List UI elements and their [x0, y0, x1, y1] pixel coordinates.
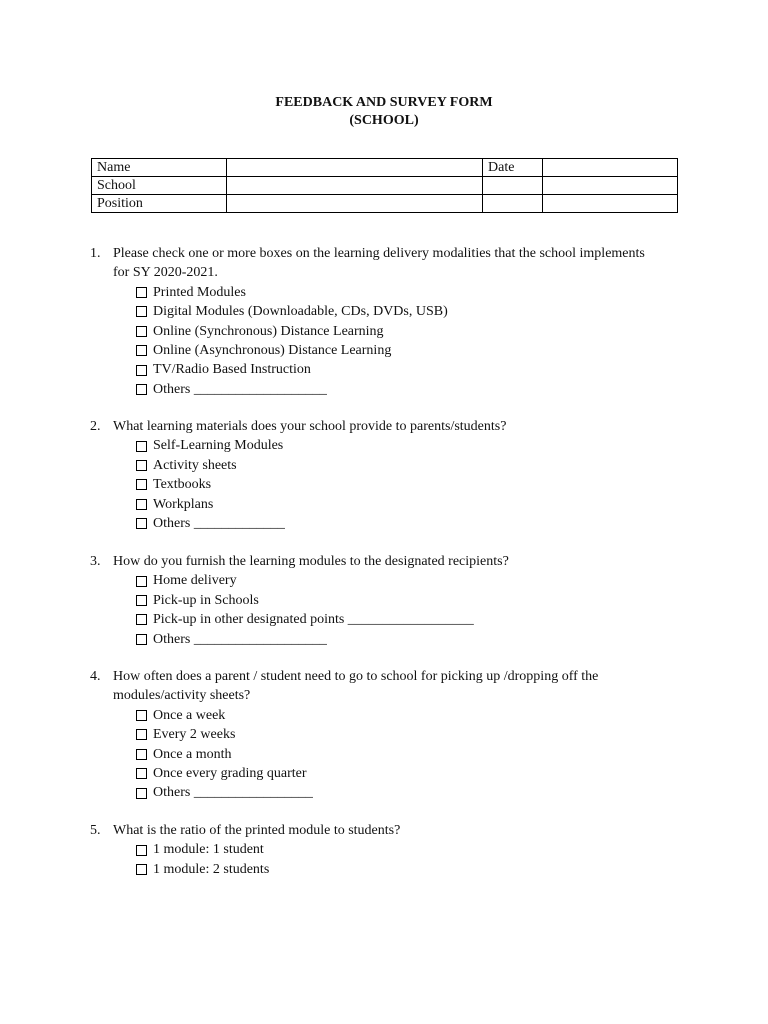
- question-1: [90, 244, 650, 399]
- option-label: 1 module: 2 students: [153, 861, 270, 877]
- question-number: 3.: [90, 554, 101, 569]
- school-extra-cell[interactable]: [483, 177, 543, 195]
- option-list: [136, 571, 650, 649]
- checkbox-icon[interactable]: [136, 326, 147, 337]
- option-label: Workplans: [153, 496, 214, 512]
- info-table: [91, 158, 678, 213]
- checkbox-icon[interactable]: [136, 845, 147, 856]
- option-item[interactable]: [136, 514, 650, 533]
- checkbox-icon[interactable]: [136, 710, 147, 721]
- school-field[interactable]: [227, 177, 483, 195]
- option-list: [136, 706, 650, 803]
- question-text: Please check one or more boxes on the learning delivery modalities that the school implements for SY 2020-2021.: [113, 246, 645, 281]
- table-row: [92, 159, 678, 177]
- option-label: Activity sheets: [153, 457, 237, 473]
- form-subtitle: (SCHOOL): [349, 113, 419, 128]
- checkbox-icon[interactable]: [136, 595, 147, 606]
- question-number: 4.: [90, 669, 101, 684]
- option-item[interactable]: [136, 380, 650, 399]
- question-2: [90, 417, 650, 533]
- question-text: How do you furnish the learning modules to the designated recipients?: [113, 554, 509, 569]
- option-label: Others ___________________: [153, 631, 327, 647]
- checkbox-icon[interactable]: [136, 634, 147, 645]
- option-label: Printed Modules: [153, 284, 246, 300]
- name-label: Name: [92, 159, 227, 177]
- checkbox-icon[interactable]: [136, 306, 147, 317]
- name-field[interactable]: [227, 159, 483, 177]
- option-list: [136, 283, 650, 399]
- option-item[interactable]: [136, 436, 650, 455]
- option-label: TV/Radio Based Instruction: [153, 362, 311, 378]
- option-label: 1 module: 1 student: [153, 842, 264, 858]
- option-item[interactable]: [136, 610, 650, 629]
- option-item[interactable]: [136, 495, 650, 514]
- checkbox-icon[interactable]: [136, 441, 147, 452]
- checkbox-icon[interactable]: [136, 365, 147, 376]
- checkbox-icon[interactable]: [136, 479, 147, 490]
- checkbox-icon[interactable]: [136, 864, 147, 875]
- option-label: Self-Learning Modules: [153, 438, 284, 454]
- option-item[interactable]: [136, 283, 650, 302]
- option-label: Once a week: [153, 707, 226, 723]
- option-item[interactable]: [136, 456, 650, 475]
- option-label: Textbooks: [153, 477, 212, 493]
- checkbox-icon[interactable]: [136, 518, 147, 529]
- option-item[interactable]: [136, 322, 650, 341]
- option-label: Pick-up in other designated points __________________: [153, 612, 474, 628]
- date-label: Date: [483, 159, 543, 177]
- option-label: Online (Synchronous) Distance Learning: [153, 323, 384, 339]
- option-label: Others _________________: [153, 785, 313, 801]
- position-extra-cell[interactable]: [483, 195, 543, 213]
- table-row: [92, 195, 678, 213]
- question-number: 1.: [90, 246, 101, 261]
- question-4: [90, 667, 650, 803]
- option-item[interactable]: [136, 706, 650, 725]
- option-item[interactable]: [136, 360, 650, 379]
- school-label: School: [92, 177, 227, 195]
- option-label: Every 2 weeks: [153, 727, 236, 743]
- option-item[interactable]: [136, 341, 650, 360]
- checkbox-icon[interactable]: [136, 460, 147, 471]
- checkbox-icon[interactable]: [136, 287, 147, 298]
- option-item[interactable]: [136, 725, 650, 744]
- option-item[interactable]: [136, 475, 650, 494]
- form-title: FEEDBACK AND SURVEY FORM: [275, 95, 493, 110]
- option-item[interactable]: [136, 591, 650, 610]
- option-item[interactable]: [136, 764, 650, 783]
- question-text: What is the ratio of the printed module to students?: [113, 823, 401, 838]
- question-text: What learning materials does your school provide to parents/students?: [113, 419, 507, 434]
- option-label: Pick-up in Schools: [153, 592, 259, 608]
- question-number: 5.: [90, 823, 101, 838]
- position-extra-cell-2[interactable]: [543, 195, 678, 213]
- checkbox-icon[interactable]: [136, 384, 147, 395]
- option-label: Once every grading quarter: [153, 765, 307, 781]
- option-item[interactable]: [136, 860, 650, 879]
- school-extra-cell-2[interactable]: [543, 177, 678, 195]
- option-label: Others _____________: [153, 515, 285, 531]
- question-number: 2.: [90, 419, 101, 434]
- date-field[interactable]: [543, 159, 678, 177]
- question-3: [90, 552, 650, 649]
- option-item[interactable]: [136, 745, 650, 764]
- option-label: Once a month: [153, 746, 232, 762]
- option-list: [136, 436, 650, 533]
- option-label: Home delivery: [153, 573, 237, 589]
- question-text: How often does a parent / student need to go to school for picking up /dropping off the modules/activity sheets?: [113, 669, 599, 704]
- option-list: [136, 840, 650, 879]
- option-label: Digital Modules (Downloadable, CDs, DVDs, USB): [153, 304, 448, 320]
- position-field[interactable]: [227, 195, 483, 213]
- checkbox-icon[interactable]: [136, 614, 147, 625]
- option-label: Others ___________________: [153, 381, 327, 397]
- checkbox-icon[interactable]: [136, 788, 147, 799]
- question-5: [90, 821, 650, 879]
- option-item[interactable]: [136, 840, 650, 859]
- option-item[interactable]: [136, 571, 650, 590]
- table-row: [92, 177, 678, 195]
- option-item[interactable]: [136, 783, 650, 802]
- option-item[interactable]: [136, 302, 650, 321]
- checkbox-icon[interactable]: [136, 729, 147, 740]
- checkbox-icon[interactable]: [136, 499, 147, 510]
- option-item[interactable]: [136, 630, 650, 649]
- checkbox-icon[interactable]: [136, 749, 147, 760]
- checkbox-icon[interactable]: [136, 768, 147, 779]
- option-label: Online (Asynchronous) Distance Learning: [153, 342, 392, 358]
- checkbox-icon[interactable]: [136, 576, 147, 587]
- checkbox-icon[interactable]: [136, 345, 147, 356]
- position-label: Position: [92, 195, 227, 213]
